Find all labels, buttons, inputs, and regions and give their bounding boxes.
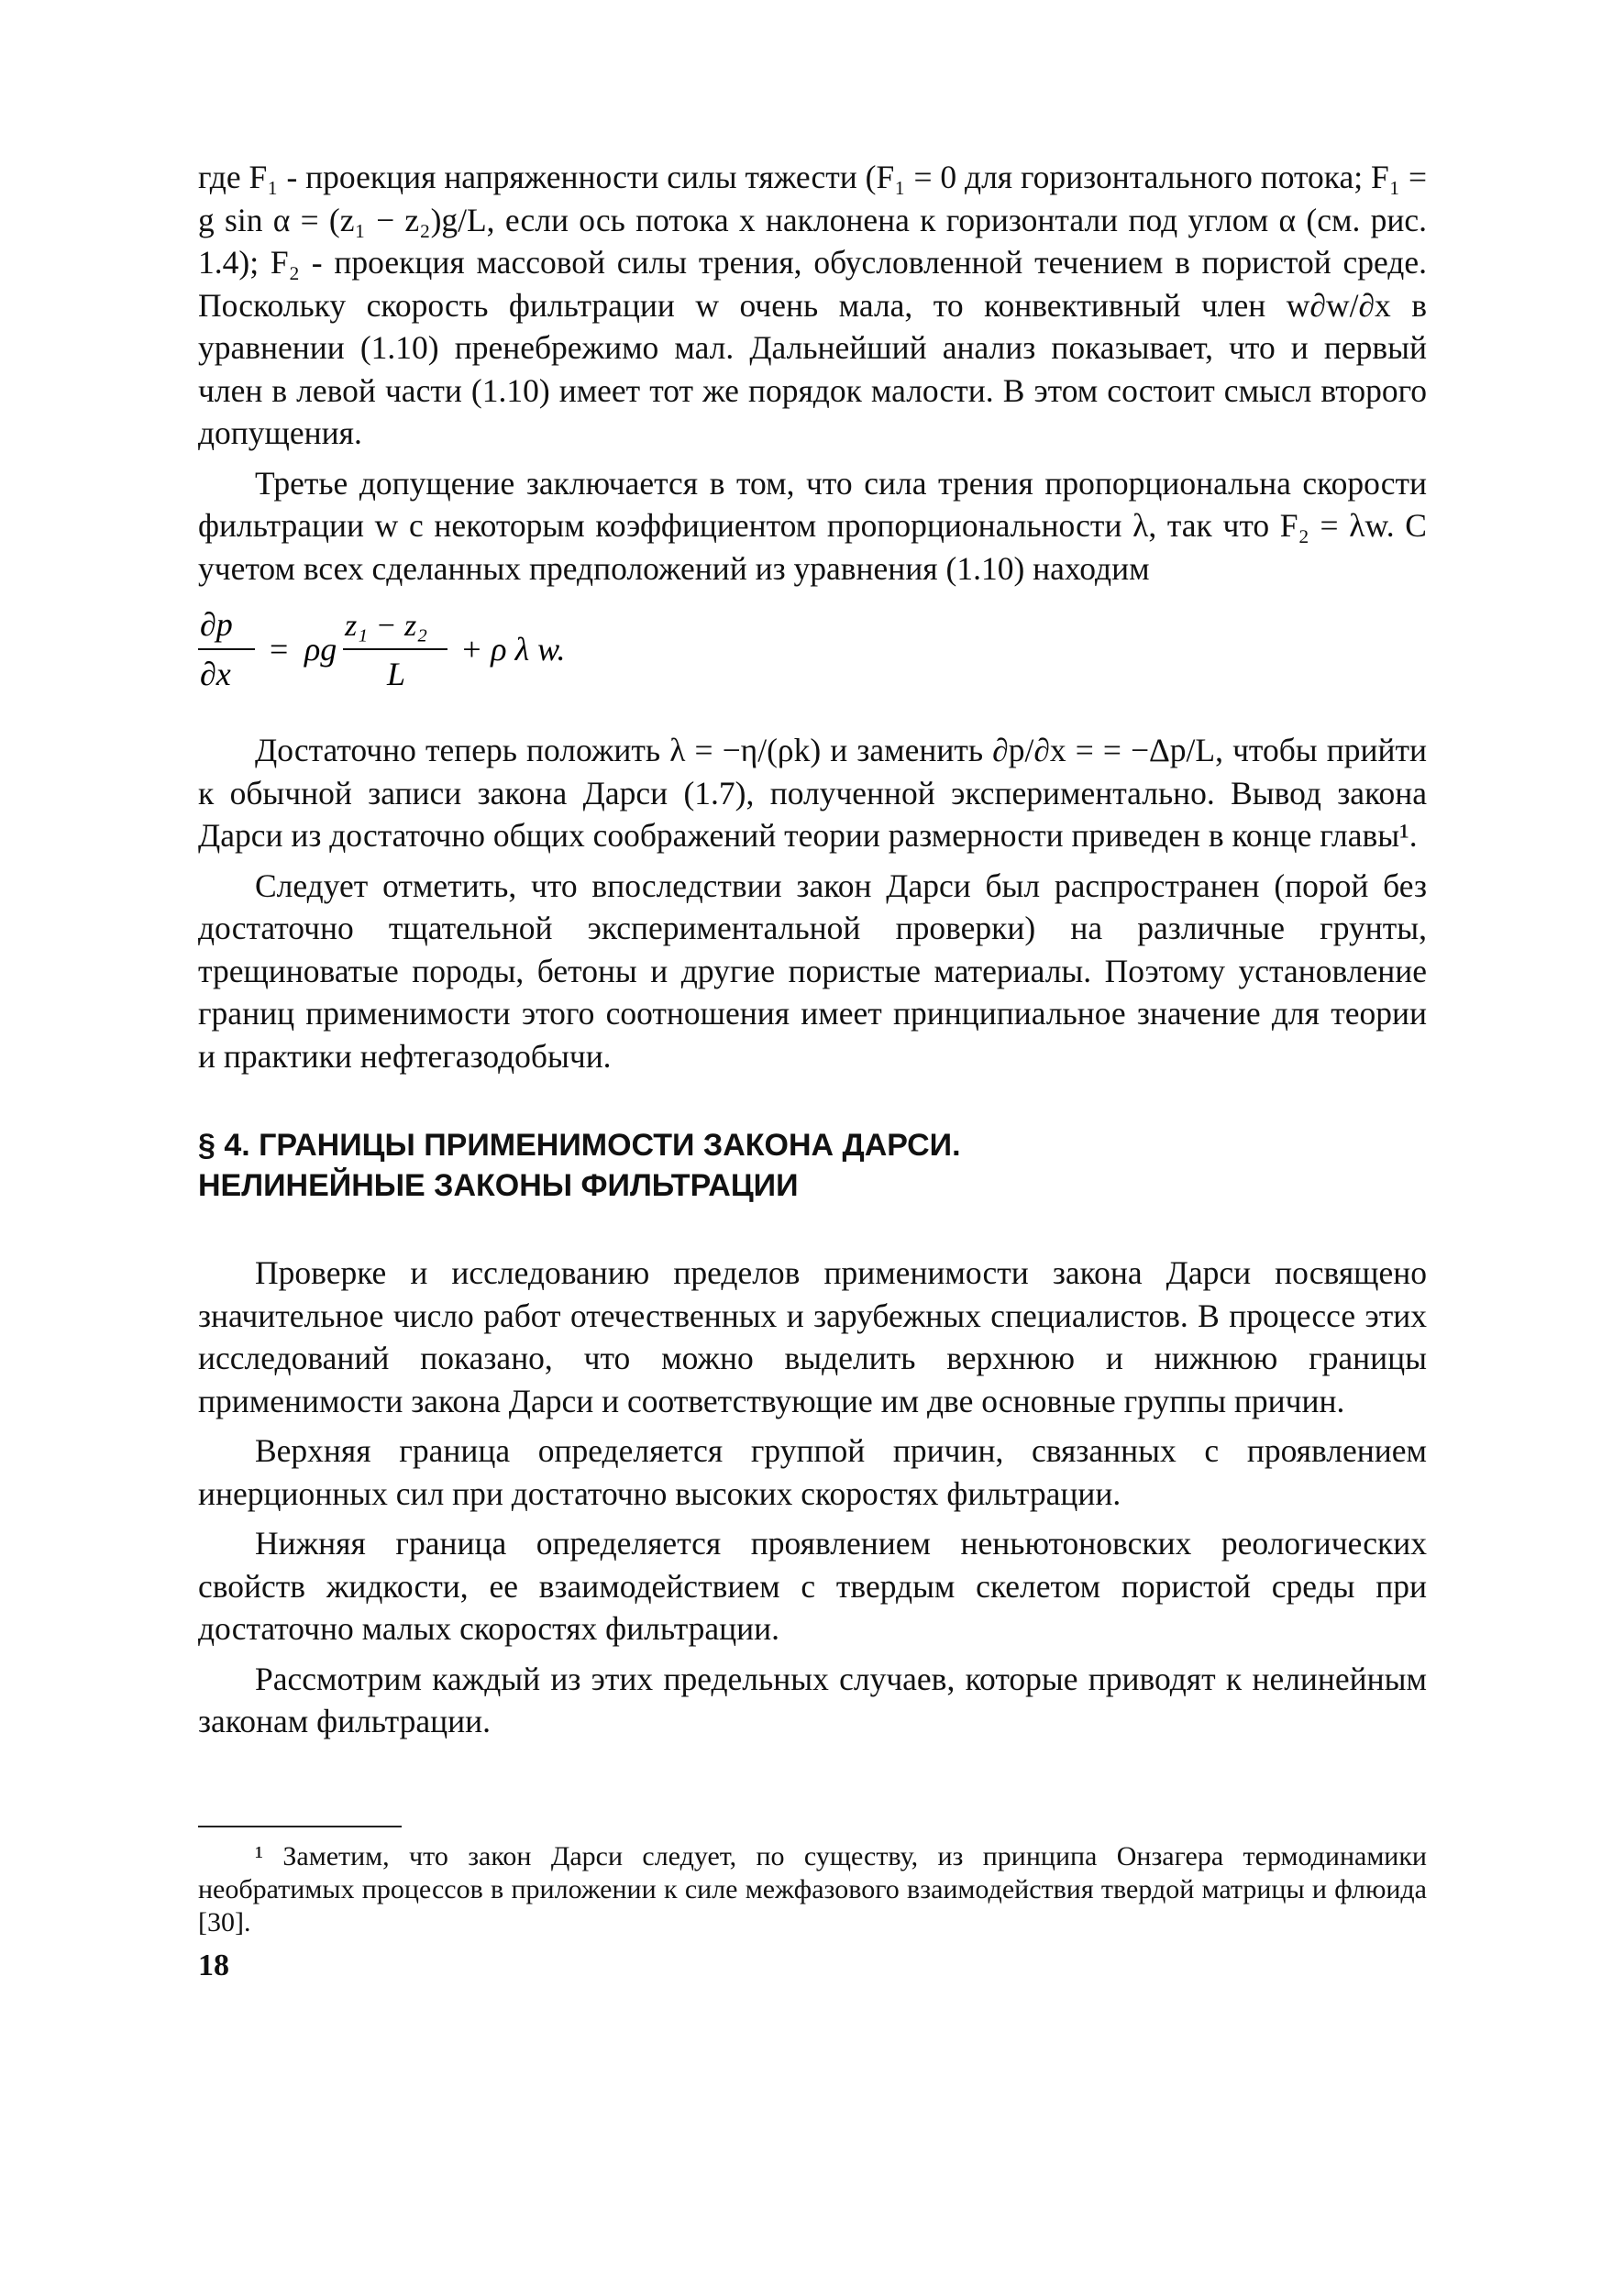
darcy-formula — [198, 599, 1427, 707]
formula-coefficient: ρg — [304, 631, 337, 668]
formula-tail: + ρ λ w. — [460, 631, 566, 668]
paragraph-forces: где F₁ - проекция напряженности силы тяжести (F₁ = 0 для горизонтального потока; F₁ = g sin α = (z₁ − z₂)g/L, если ось потока x наклонена к горизонтали под углом α (см. рис. 1.4); F₂ - проекция массовой силы трения, обусловленной течением в пористой среде. Поскольку скорость фильтрации w очень мала, то конвективный член w∂w/∂x в уравнении (1.10) пренебрежимо мал. Дальнейший анализ показывает, что и первый член в левой части (1.10) имеет тот же порядок малости. В этом состоит смысл второго допущения. — [198, 159, 1428, 451]
paragraph-limit-cases: Рассмотрим каждый из этих предельных случаев, которые приводят к нелинейным законам фильтрации. — [198, 1660, 1427, 1739]
formula-lhs-numerator: ∂p — [200, 606, 233, 643]
formula-svg — [198, 599, 748, 707]
paragraph-lower-bound: Нижняя граница определяется проявлением неньютоновских реологических свойств жидкости, ее взаимодействием с твердым скелетом пористой среды при достаточно малых скоростях фильтрации. — [198, 1525, 1427, 1647]
page-number: 18 — [198, 1948, 229, 1982]
formula-lhs-denominator: ∂x — [200, 656, 231, 692]
paragraph-research: Проверке и исследованию пределов применимости закона Дарси посвящено значительное число работ отечественных и зарубежных специалистов. В процессе этих исследований показано, что можно выделить верхнюю и нижнюю границы применимости закона Дарси и соответствующие им две основные группы причин. — [198, 1254, 1427, 1419]
formula-rhs-denominator: L — [387, 656, 406, 692]
section-heading-line-1: § 4. ГРАНИЦЫ ПРИМЕНИМОСТИ ЗАКОНА ДАРСИ. — [198, 1128, 961, 1163]
paragraph-darcy-law: Достаточно теперь положить λ = −η/(ρk) и заменить ∂p/∂x = = −Δp/L, чтобы прийти к обычной записи закона Дарси (1.7), полученной экспериментально. Вывод закона Дарси из достаточно общих соображений теории размерности приведен в конце главы¹. — [198, 732, 1427, 854]
paragraph-third-assumption: Третье допущение заключается в том, что сила трения пропорциональна скорости фильтрации w с некоторым коэффициентом пропорциональности λ, так что F₂ = λw. С учетом всех сделанных предположений из уравнения (1.10) находим — [198, 464, 1427, 587]
formula-equals: = — [270, 631, 289, 668]
paragraph-applicability: Следует отметить, что впоследствии закон Дарси был распространен (порой без достаточно тщательной экспериментальной проверки) на различные грунты, трещиноватые породы, бетоны и другие пористые материалы. Поэтому установление границ применимости этого соотношения имеет принципиальное значение для теории и практики нефтегазодобычи. — [198, 867, 1427, 1075]
section-heading-line-2: НЕЛИНЕЙНЫЕ ЗАКОНЫ ФИЛЬТРАЦИИ — [198, 1168, 799, 1203]
footnote: ¹ Заметим, что закон Дарси следует, по существу, из принципа Онзагера термодинамики необратимых процессов в приложении к силе межфазового взаимодействия твердой матрицы и флюида [30]. — [198, 1840, 1427, 1937]
formula-rhs-numerator: z₁ − z₂ — [345, 609, 428, 643]
section-heading — [198, 1125, 1427, 1206]
document-page — [198, 156, 1427, 1987]
paragraph-upper-bound: Верхняя граница определяется группой причин, связанных с проявлением инерционных сил при достаточно высоких скоростях фильтрации. — [198, 1432, 1427, 1512]
footnote-divider — [198, 1826, 402, 1827]
